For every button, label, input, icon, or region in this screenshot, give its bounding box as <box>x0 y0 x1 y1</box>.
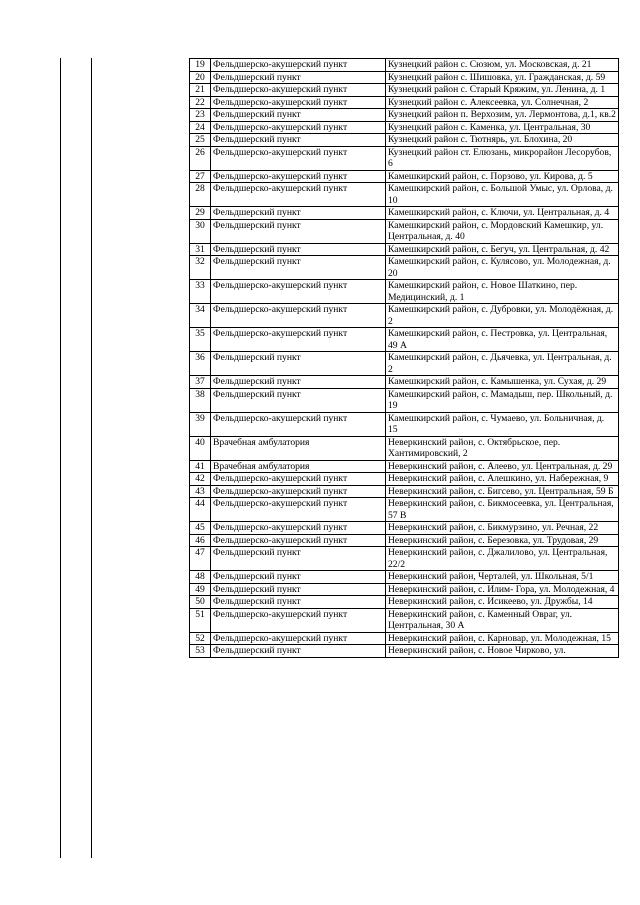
table-row <box>190 498 619 522</box>
facility-address: Камешкирский район, с. Мамадыш, пер. Школьный, д. 19 <box>386 388 619 412</box>
table-row <box>190 183 619 207</box>
facility-type: Фельдшерско-акушерский пункт <box>211 170 386 183</box>
table-row <box>190 473 619 486</box>
facility-address: Кузнецкий район с. Старый Кряжим, ул. Ленина, д. 1 <box>386 84 619 97</box>
row-number: 45 <box>190 522 211 535</box>
facility-address: Камешкирский район, с. Новое Шаткино, пер. Медицинский, д. 1 <box>386 280 619 304</box>
table-row <box>190 71 619 84</box>
table-row <box>190 571 619 584</box>
facility-type: Фельдшерско-акушерский пункт <box>211 304 386 328</box>
row-number: 25 <box>190 134 211 147</box>
table-row <box>190 608 619 632</box>
facility-address: Неверкинский район, с. Алеево, ул. Центральная, д. 29 <box>386 460 619 473</box>
facility-type: Фельдшерско-акушерский пункт <box>211 608 386 632</box>
left-margin-line <box>91 58 92 858</box>
table-row <box>190 134 619 147</box>
facility-address: Камешкирский район, с. Дубровки, ул. Молодёжная, д. 2 <box>386 304 619 328</box>
facility-type: Фельдшерско-акушерский пункт <box>211 522 386 535</box>
table-row <box>190 109 619 122</box>
facility-type: Врачебная амбулатория <box>211 436 386 460</box>
facility-address: Неверкинский район, с. Березовка, ул. Трудовая, 29 <box>386 534 619 547</box>
row-number: 23 <box>190 109 211 122</box>
facility-address: Кузнецкий район с. Каменка, ул. Центральная, 30 <box>386 121 619 134</box>
table-row <box>190 412 619 436</box>
facility-type: Фельдшерский пункт <box>211 207 386 220</box>
row-number: 48 <box>190 571 211 584</box>
facility-type: Фельдшерский пункт <box>211 243 386 256</box>
row-number: 37 <box>190 376 211 389</box>
facility-type: Фельдшерско-акушерский пункт <box>211 183 386 207</box>
row-number: 35 <box>190 328 211 352</box>
facility-type: Фельдшерско-акушерский пункт <box>211 84 386 97</box>
row-number: 46 <box>190 534 211 547</box>
facility-address: Камешкирский район, с. Мордовский Камешкир, ул. Центральная, д. 40 <box>386 219 619 243</box>
table-row <box>190 460 619 473</box>
facility-type: Фельдшерский пункт <box>211 256 386 280</box>
facility-address: Неверкинский район, с. Октябрьское, пер. Хантимировский, 2 <box>386 436 619 460</box>
table-row <box>190 632 619 645</box>
facility-address: Неверкинский район, с. Бигсево, ул. Центральная, 59 Б <box>386 485 619 498</box>
row-number: 50 <box>190 596 211 609</box>
row-number: 33 <box>190 280 211 304</box>
table-row <box>190 522 619 535</box>
table-row <box>190 534 619 547</box>
table-row <box>190 304 619 328</box>
table-row <box>190 207 619 220</box>
facility-type: Фельдшерско-акушерский пункт <box>211 146 386 170</box>
row-number: 34 <box>190 304 211 328</box>
table-row <box>190 547 619 571</box>
facility-address: Кузнецкий район с. Тютнярь, ул. Блохина, 20 <box>386 134 619 147</box>
facility-type: Фельдшерско-акушерский пункт <box>211 632 386 645</box>
row-number: 52 <box>190 632 211 645</box>
facility-type: Фельдшерский пункт <box>211 109 386 122</box>
table-row <box>190 645 619 658</box>
row-number: 28 <box>190 183 211 207</box>
facility-address: Неверкинский район, с. Каменный Овраг, ул. Центральная, 30 А <box>386 608 619 632</box>
row-number: 41 <box>190 460 211 473</box>
facility-address: Кузнецкий район с. Шишовка, ул. Гражданская, д. 59 <box>386 71 619 84</box>
row-number: 29 <box>190 207 211 220</box>
facility-type: Фельдшерский пункт <box>211 376 386 389</box>
facility-address: Камешкирский район, с. Дьячевка, ул. Центральная, д. 2 <box>386 352 619 376</box>
row-number: 19 <box>190 59 211 72</box>
facility-address: Неверкинский район, с. Алешкино, ул. Набережная, 9 <box>386 473 619 486</box>
facility-address: Камешкирский район, с. Бегуч, ул. Центральная, д. 42 <box>386 243 619 256</box>
facility-type: Фельдшерский пункт <box>211 134 386 147</box>
table-row <box>190 121 619 134</box>
table-row <box>190 352 619 376</box>
facility-type: Врачебная амбулатория <box>211 460 386 473</box>
left-margin-line <box>60 58 61 858</box>
table-row <box>190 280 619 304</box>
facility-type: Фельдшерский пункт <box>211 388 386 412</box>
row-number: 20 <box>190 71 211 84</box>
row-number: 30 <box>190 219 211 243</box>
table-row <box>190 388 619 412</box>
table-row <box>190 328 619 352</box>
facility-address: Неверкинский район, Черталей, ул. Школьная, 5/1 <box>386 571 619 584</box>
facility-address: Камешкирский район, с. Чумаево, ул. Больничная, д. 15 <box>386 412 619 436</box>
facility-address: Кузнецкий район п. Верхозим, ул. Лермонтова, д.1, кв.2 <box>386 109 619 122</box>
facility-address: Камешкирский район, с. Большой Умыс, ул. Орлова, д. 10 <box>386 183 619 207</box>
table-row <box>190 256 619 280</box>
table-body <box>190 59 619 658</box>
row-number: 44 <box>190 498 211 522</box>
row-number: 42 <box>190 473 211 486</box>
table-row <box>190 583 619 596</box>
facility-address: Неверкинский район, с. Исикеево, ул. Дружбы, 14 <box>386 596 619 609</box>
table-row <box>190 59 619 72</box>
table-row <box>190 376 619 389</box>
facility-address: Кузнецкий район с. Алексеевка, ул. Солнечная, 2 <box>386 96 619 109</box>
facility-type: Фельдшерский пункт <box>211 645 386 658</box>
table-row <box>190 146 619 170</box>
row-number: 49 <box>190 583 211 596</box>
facility-address: Неверкинский район, с. Илим- Гора, ул. Молодежная, 4 <box>386 583 619 596</box>
row-number: 22 <box>190 96 211 109</box>
table-row <box>190 219 619 243</box>
row-number: 43 <box>190 485 211 498</box>
table-row <box>190 170 619 183</box>
facility-type: Фельдшерско-акушерский пункт <box>211 534 386 547</box>
row-number: 24 <box>190 121 211 134</box>
row-number: 36 <box>190 352 211 376</box>
table-row <box>190 96 619 109</box>
table-row <box>190 243 619 256</box>
facility-address: Неверкинский район, с. Карновар, ул. Молодежная, 15 <box>386 632 619 645</box>
facility-type: Фельдшерско-акушерский пункт <box>211 328 386 352</box>
row-number: 51 <box>190 608 211 632</box>
row-number: 47 <box>190 547 211 571</box>
facilities-table <box>189 58 619 658</box>
facility-type: Фельдшерско-акушерский пункт <box>211 121 386 134</box>
facility-address: Камешкирский район, с. Порзово, ул. Кирова, д. 5 <box>386 170 619 183</box>
facility-type: Фельдшерский пункт <box>211 219 386 243</box>
facility-address: Неверкинский район, с. Новое Чирково, ул. <box>386 645 619 658</box>
table-row <box>190 485 619 498</box>
facility-address: Камешкирский район, с. Кулясово, ул. Молодежная, д. 20 <box>386 256 619 280</box>
facility-type: Фельдшерско-акушерский пункт <box>211 473 386 486</box>
facility-type: Фельдшерский пункт <box>211 547 386 571</box>
facility-type: Фельдшерский пункт <box>211 352 386 376</box>
facility-address: Камешкирский район, с. Пестровка, ул. Центральная, 49 А <box>386 328 619 352</box>
table-row <box>190 596 619 609</box>
row-number: 21 <box>190 84 211 97</box>
row-number: 26 <box>190 146 211 170</box>
facility-type: Фельдшерский пункт <box>211 596 386 609</box>
facility-type: Фельдшерский пункт <box>211 71 386 84</box>
row-number: 27 <box>190 170 211 183</box>
facility-address: Камешкирский район, с. Ключи, ул. Центральная, д. 4 <box>386 207 619 220</box>
facility-address: Кузнецкий район ст. Елюзань, микрорайон Лесорубов, 6 <box>386 146 619 170</box>
facility-type: Фельдшерско-акушерский пункт <box>211 498 386 522</box>
row-number: 39 <box>190 412 211 436</box>
facility-address: Кузнецкий район с. Сюзюм, ул. Московская, д. 21 <box>386 59 619 72</box>
facility-address: Неверкинский район, с. Бикмурзино, ул. Речная, 22 <box>386 522 619 535</box>
row-number: 53 <box>190 645 211 658</box>
table-row <box>190 436 619 460</box>
facility-address: Неверкинский район, с. Джалилово, ул. Центральная, 22/2 <box>386 547 619 571</box>
facility-type: Фельдшерский пункт <box>211 583 386 596</box>
facility-type: Фельдшерско-акушерский пункт <box>211 59 386 72</box>
facility-type: Фельдшерско-акушерский пункт <box>211 485 386 498</box>
table-row <box>190 84 619 97</box>
facility-type: Фельдшерско-акушерский пункт <box>211 412 386 436</box>
facility-type: Фельдшерско-акушерский пункт <box>211 96 386 109</box>
row-number: 38 <box>190 388 211 412</box>
facility-address: Неверкинский район, с. Бикмосеевка, ул. Центральная, 57 В <box>386 498 619 522</box>
row-number: 32 <box>190 256 211 280</box>
facility-type: Фельдшерский пункт <box>211 571 386 584</box>
facility-type: Фельдшерско-акушерский пункт <box>211 280 386 304</box>
row-number: 31 <box>190 243 211 256</box>
facility-address: Камешкирский район, с. Камышенка, ул. Сухая, д. 29 <box>386 376 619 389</box>
row-number: 40 <box>190 436 211 460</box>
